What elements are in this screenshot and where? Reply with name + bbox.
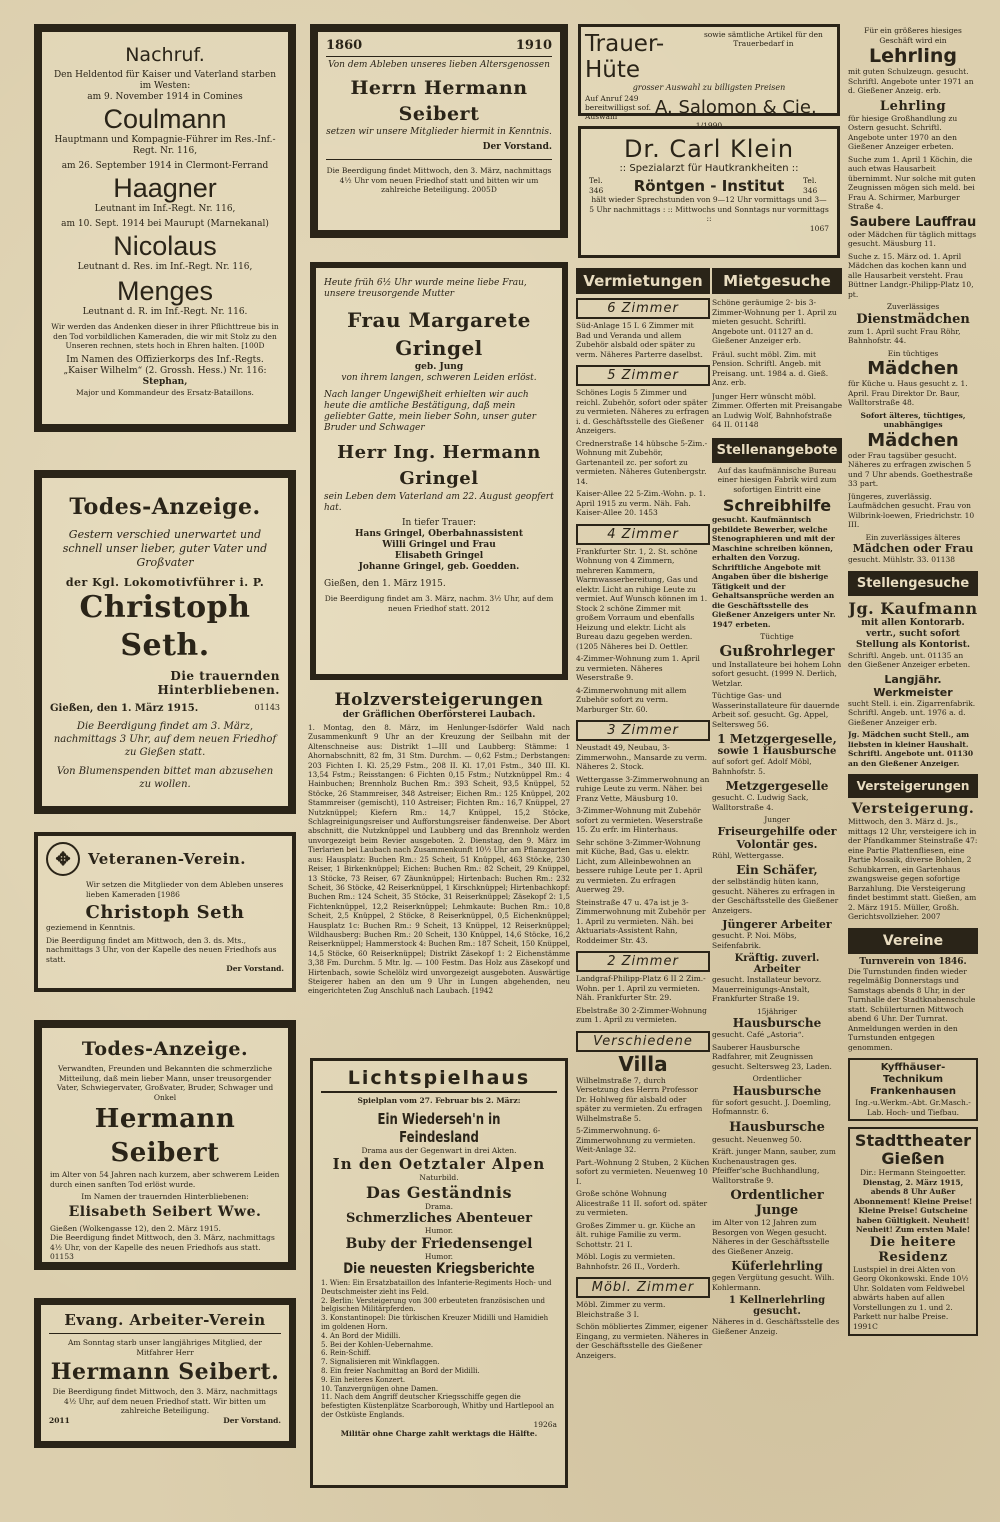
gringel-place-date: Gießen, den 1. März 1915.: [324, 579, 446, 589]
ad-verschiedene-2: 5-Zimmerwohnung. 6-Zimmerwohnung zu vermieten. Weit-Anlage 32.: [576, 1126, 696, 1154]
p1-name: Coulmann: [103, 104, 227, 134]
ad-l6-title: Dienstmädchen: [856, 311, 970, 327]
ad-stellen-5-title: Metzgergeselle: [725, 779, 829, 793]
todes2-for: Im Namen der trauernden Hinterbliebenen:: [81, 1192, 249, 1201]
todes1-funeral: Die Beerdigung findet am 3. März, nachmittags 3 Uhr, auf dem neuen Friedhof zu Gießen statt.: [53, 721, 277, 758]
ad-5-zimmer-b: Crednerstraße 14 hübsche 5-Zim.-Wohnung mit Zubehör, Gartenanteil zc. per sofort zu vermieten. Näheres Gutenbergstr. 14.: [576, 438, 708, 486]
licht-footer: Militär ohne Charge zahlt werktags die Hälfte.: [340, 1429, 538, 1439]
veteranen-notice: [34, 832, 296, 992]
gringel-mourning: In tiefer Trauer:: [402, 518, 476, 528]
ad-stellen-15-title: Ordentlicher Junge: [730, 1188, 824, 1218]
klein-institute: Röntgen - Institut: [633, 176, 785, 195]
section-verschiedene: Verschiedene: [576, 1031, 710, 1052]
seibert-signer: Der Vorstand.: [482, 142, 552, 152]
mourner-2: Willi Gringel und Frau: [382, 540, 496, 550]
ad-5-zimmer-a: Schönes Logis 5 Zimmer und reichl. Zubehör, sofort oder später zu vermieten. Näheres zu erfragen i. d. Geschäftsstelle des Gießener Anzeigers.: [576, 388, 710, 435]
war-report-item: 9. Ein heiteres Konzert.: [321, 1375, 406, 1384]
ad-g1-mid: mit allen Kontorarb. vertr., sucht sofort Stellung als Kontorist.: [855, 617, 971, 650]
ad-stellen-9-body: gesucht. Installateur bevorz. Mauerreinigungs-Anstalt, Frankfurter Straße 19.: [712, 975, 822, 1003]
ad-4-zimmer-c: 4-Zimmerwohnung mit allem Zubehör sofort zu verm. Marburger Str. 60.: [576, 685, 687, 714]
ad-l9: Jüngeres, zuverlässig. Laufmädchen gesucht. Frau von Wilbrink-loewen, Friedrichstr. 10 III.: [848, 491, 975, 529]
ad-3-zimmer-b: Wettergasse 3-Zimmerwohnung an ruhige Leute zu verm. Näher. bei Franz Vette, Mäusburg 10.: [576, 774, 710, 803]
seibert-body: setzen wir unsere Mitglieder hiermit in Kenntnis.: [326, 127, 552, 137]
evang-title: Evang. Arbeiter-Verein: [64, 1311, 266, 1329]
ad-l2-title: Lehrling: [879, 98, 947, 114]
ad-v1-body: Mittwoch, den 3. März d. Js., mittags 12 Uhr, versteigere ich in der Pfandkammer Steinstraße 47: eine Partie Plattenfliesen, eine Partie Mosaik, diverse Bohlen, 2 Schubkarren, ein Gartenhaus zwangsweise gegen sofortige Barzahlung. Die Versteigerung findet bestimmt statt. Gießen, am 2. März 1915. Müller, Großh. Gerichtsvollzieher. 2007: [848, 817, 978, 921]
evang-name: Hermann Seibert.: [50, 1359, 280, 1385]
stadttheater-ad: [848, 1127, 978, 1336]
ad-stellen-10-pre: 15jähriger: [757, 1006, 797, 1016]
war-report-item: 6. Rein-Schiff.: [321, 1349, 371, 1358]
ad-verschiedene-3: Part.-Wohnung 2 Stuben, 2 Küchen sofort zu vermieten. Neuenweg 10 I.: [576, 1157, 710, 1186]
trauer-firm: A. Salomon & Cie.: [655, 97, 817, 118]
todes2-age: im Alter von 54 Jahren nach kurzem, aber schwerem Leiden durch einen sanften Tod erlöst wurde.: [50, 1170, 280, 1189]
gringel-funeral: Die Beerdigung findet am 3. März, nachm. 3½ Uhr, auf dem neuen Friedhof statt. 2012: [324, 594, 554, 613]
mourner-3: Elisabeth Gringel: [394, 551, 484, 561]
p4-name: Menges: [116, 276, 214, 306]
monogram-icon: ✥: [46, 842, 80, 876]
film-5: Buby der Friedensengel: [345, 1235, 533, 1252]
ad-verschiedene-1: Wilhelmstraße 7, durch Versetzung des Herrn Professor Dr. Hohlweg für alsbald oder später zu vermieten. Zu erfragen Wilhelmstraße 5.: [576, 1075, 703, 1123]
versteigerungen-header: Versteigerungen: [848, 774, 978, 798]
ad-miet-3: Junger Herr wünscht möbl. Zimmer. Offerten mit Preisangabe an Ludwig Wolf, Bahnhofstraße 64 II. 01148: [712, 391, 842, 429]
holz-subtitle: der Gräflichen Oberförsterei Laubach.: [342, 710, 536, 720]
mourner-4: Johanne Gringel, geb. Goedden.: [358, 562, 520, 572]
film-4: Schmerzliches Abenteuer: [345, 1211, 533, 1226]
ad-l1-intro: Für ein größeres hiesiges Geschäft wird ein: [864, 26, 962, 45]
veteranen-note: geziemend in Kenntnis.: [46, 923, 136, 932]
ad-l10-body: gesucht. Mühlstr. 33. 01138: [848, 555, 956, 564]
ad-g2-body: sucht Stell. i. ein. Zigarrenfabrik. Schriftl. Angeb. unt. 1976 a. d. Gießener Anzeiger erb.: [848, 698, 976, 727]
ad-stellen-8-body: gesucht. P. Noi. Möbs, Seifenfabrik.: [712, 931, 797, 950]
ad-stellen-2-body: und Installateure bei hohem Lohn sofort gesucht. (1999 N. Derlich, Wetzlar.: [712, 659, 842, 688]
todes1-flowers: Von Blumenspenden bittet man abzusehen zu wollen.: [56, 766, 274, 790]
ad-2-zimmer-b: Ebelstraße 30 2-Zimmer-Wohnung zum 1. April zu vermieten.: [576, 1005, 707, 1024]
mietgesuche-header: Mietgesuche: [712, 268, 842, 294]
section-6-zimmer: 6 Zimmer: [576, 298, 710, 319]
ad-stellen-10-body: gesucht. Café „Astoria“.: [712, 1030, 804, 1039]
nachruf-title: Nachruf.: [125, 44, 205, 66]
ad-moebl-1: Möbl. Zimmer zu verm. Bleichstraße 3 I.: [576, 1300, 666, 1319]
ad-l8-title: Mädchen: [867, 429, 959, 451]
gringel-notice: [310, 262, 568, 680]
todes2-funeral: Die Beerdigung findet Mittwoch, den 3. März, nachmittags 4½ Uhr, von der Kapelle des neuen Friedhofs aus statt. 01153: [50, 1233, 275, 1261]
ad-stellen-9-title: Kräftig. zuverl. Arbeiter: [734, 953, 820, 975]
todes1-title: Todes-Anzeige.: [69, 494, 261, 520]
veteranen-signer: Der Vorstand.: [226, 964, 284, 973]
theater-body: Dienstag, 2. März 1915, abends 8 Uhr Außer Abonnement! Kleine Preise! Kleine Preise! Gutscheine haben Gültigkeit. Neuheit! Neuheit! Zum ersten Male!: [853, 1177, 973, 1234]
evang-body: Am Sonntag starb unser langjähriges Mitglied, der Mitfahrer Herr: [67, 1338, 263, 1357]
war-report-item: 2. Berlin: Versteigerung von 300 erbeuteten französischen und belgischen Militärpferden.: [321, 1296, 545, 1314]
film-3: Das Geständnis: [366, 1182, 512, 1202]
ad-2-zimmer-a: Landgraf-Philipp-Platz 6 II 2 Zim.-Wohn. per 1. April zu vermieten. Näh. Frankfurter Str. 29.: [576, 974, 706, 1002]
kyff-sub: Ing.-u.Werkm.-Abt. Gr.Masch.-Lab. Hoch- und Tiefbau.: [855, 1098, 971, 1117]
kyff-title: Kyffhäuser-Technikum Frankenhausen: [869, 1062, 957, 1097]
p2-name: Haagner: [113, 173, 217, 203]
ad-l7-body: für Küche u. Haus gesucht z. 1. April. Frau Direktor Dr. Baur, Walltorstraße 48.: [848, 379, 968, 407]
ad-g2-title: Langjähr. Werkmeister: [873, 672, 953, 699]
ad-l5: Suche z. 15. März od. 1. April Mädchen das kochen kann und alle Hausarbeit versteht. Frau Büttner Landgr.-Philipp-Platz 10, pt.: [848, 251, 974, 299]
vereine-header: Vereine: [848, 928, 978, 954]
section-moebl-zimmer: Möbl. Zimmer: [576, 1277, 710, 1298]
ad-l8-pre: Sofort älteres, tüchtiges, unabhängiges: [860, 410, 966, 429]
ad-vr1-title: Turnverein von 1846.: [859, 956, 967, 967]
war-report-item: 7. Signalisieren mit Winkflaggen.: [321, 1358, 440, 1367]
ad-stellen-4-mid: sowie 1 Hausbursche: [717, 746, 837, 757]
gringel-body1: von ihrem langen, schweren Leiden erlöst.: [341, 373, 537, 383]
licht-code: 1926a: [533, 1419, 557, 1429]
ad-stellen-7-title: Ein Schäfer,: [736, 863, 818, 877]
todes2-place-date: Gießen (Wolkengasse 12), den 2. März 1915.: [50, 1223, 221, 1233]
trauer-line2: grosser Auswahl zu billigsten Preisen: [632, 83, 786, 92]
ad-5-zimmer-c: Kaiser-Allee 22 5-Zim.-Wohn. p. 1. April 1915 zu verm. Näh. Fah. Kaiser-Allee 20. 1453: [576, 489, 706, 517]
film-2-sub: Naturbild.: [419, 1173, 459, 1182]
ad-l10-pre: Ein zuverlässiges älteres: [865, 532, 961, 542]
film-2: In den Oetztaler Alpen: [332, 1155, 546, 1173]
ad-miet-1: Schöne geräumige 2- bis 3-Zimmer-Wohnung per 1. April zu mieten gesucht. Schriftl. Angebote unt. 01127 an d. Gießener Anzeiger erb.: [712, 298, 837, 345]
ad-stellen-7-body: der selbständig hüten kann, gesucht. Näheres zu erfragen in der Geschäftsstelle des Gießener Anzeigers.: [712, 877, 839, 915]
section-4-zimmer: 4 Zimmer: [576, 524, 710, 545]
ad-l1-title: Lehrling: [868, 45, 958, 67]
gringel-body2: Nach langer Ungewißheit erhielten wir auch heute die amtliche Bestätigung, daß mein geliebter Gatte, mein lieber Sohn, unser guter Bruder und Schwager: [324, 390, 537, 433]
nachruf-intro: Den Heldentod für Kaiser und Vaterland starben im Westen:: [53, 70, 277, 91]
ad-l4-body: oder Mädchen für täglich mittags gesucht. Mäusburg 11.: [848, 229, 977, 248]
p3-date: am 10. Sept. 1914 bei Maurupt (Marnekanal): [61, 219, 269, 229]
theater-title: Stadttheater Gießen: [854, 1131, 972, 1168]
klein-specialty: :: Spezialarzt für Hautkrankheiten ::: [619, 163, 799, 174]
evang-arbeiter-notice: [34, 1298, 296, 1448]
klein-code: 1067: [809, 223, 829, 233]
evang-footer: 2011 Der Vorstand.: [49, 1415, 281, 1425]
film-1: Ein Wiederseh'n in Feindesland: [377, 1109, 501, 1146]
trauer-right: sowie sämtliche Artikel für den Trauerbedarf in: [703, 30, 823, 48]
seibert-name: Herrn Hermann Seibert: [350, 77, 528, 125]
war-report-item: 8. Ein freier Nachmittag an Bord der Midilli.: [321, 1366, 480, 1375]
p4-rank: Leutnant d. R. im Inf.-Regt. Nr. 116.: [82, 307, 248, 317]
todes2-title: Todes-Anzeige.: [81, 1038, 249, 1060]
trauer-title: Trauer-Hüte: [585, 31, 665, 83]
p3-rank: Leutnant d. Res. im Inf.-Regt. Nr. 116,: [77, 262, 253, 272]
ad-stellen-6-pre: Junger: [764, 815, 790, 824]
holz-title: Holzversteigerungen: [334, 690, 544, 710]
ad-l6-pre: Zuverlässiges: [886, 302, 940, 311]
ad-l2-body: für hiesige Großhandlung zu Ostern gesucht. Schriftl. Angebote unter 1970 an den Gießener Anzeiger erbeten.: [848, 113, 958, 151]
ad-stellen-8-title: Jüngerer Arbeiter: [722, 918, 832, 931]
seibert-intro: Von dem Ableben unseres lieben Altersgenossen: [328, 60, 550, 70]
ad-stellen-5-body: gesucht. C. Ludwig Sack, Walltorstraße 4.: [712, 793, 809, 812]
evang-funeral: Die Beerdigung findet Mittwoch, den 3. März, nachmittags 4½ Uhr, auf dem neuen Friedhof statt. Wir bitten um zahlreiche Beteiligung.: [52, 1387, 278, 1415]
war-report-item: 1. Wien: Ein Ersatzbataillon des Infanterie-Regiments Hoch- und Deutschmeister zieht ins Feld.: [321, 1279, 552, 1296]
ad-stellen-1-body: gesucht. Kaufmännisch gebildete Bewerber, welche Stenographieren und mit der Maschine schreiben können, erhalten den Vorzug. Schriftliche Angebote mit Angaben über die bisherige Tätigkeit und der Gehaltsansprüche werden an die Geschäftsstelle des Gießener Anzeigers unter Nr. 1947 erbeten.: [712, 515, 836, 629]
vermietungen-column: [576, 268, 710, 1490]
licht-title: Lichtspielhaus: [321, 1067, 557, 1093]
section-3-zimmer: 3 Zimmer: [576, 720, 710, 741]
ad-stellen-16-body: gegen Vergütung gesucht. Wilh. Kohlermann.: [712, 1273, 835, 1292]
ad-stellen-16-title: Küferlehrling: [731, 1259, 823, 1273]
section-2-zimmer: 2 Zimmer: [576, 951, 710, 972]
ad-vr1-body: Die Turnstunden finden wieder regelmäßig Donnerstags und Samstags abends 8 Uhr, in der Turnhalle der Stadtknabenschule statt. Schülerturnen Mittwoch abend 6 Uhr. Der Turnrat. Anmeldungen werden in den Turnstunden entgegen genommen.: [848, 966, 976, 1052]
ad-stellen-12-pre: Ordentlicher: [752, 1074, 802, 1083]
ad-stellen-13-title: Hausbursche: [729, 1119, 825, 1135]
gringel-nee: geb. Jung: [414, 362, 464, 372]
holz-text: 1. Montag, den 8. März, im Henlunger-Isdörfer Wald nach Zusammenkunft 9 Uhr an der Kreuzung der Seilbahn mit der Altenschneise aus: Distrikt 1—III und Laubberg: Stämme: 1 Ahornabschnitt, 82 fm, 31 Stm. Durchm. — 0,62 Fstm.; Derbstangen: 203 Fichten I. Kl. 25,29 Fstm., 208 II. Kl. 17,01 Fstm., 340 III. Kl. 13,54 Fstm.; Reisstangen: 6 Fichten 0,15 Fstm.; Nutzknüppel Rm.: 4 Hainbuchen; Brennholz Buchen Rm.: 393 Scheit, 93,5 Knüppel, 52 Stöcke, 26 Stammreiser, 348 Astreiser; Eichen Rm.: 125 Knüppel, 202 Stammreiser (gemischt), 110 Astreiser; Fichten Rm.: 16,7 Knüppel, 27 Nutzknüppel; Kiefern Rm.: 14,7 Knüppel, 15,2 Stöcke, Schlagreinigungsreiser und Aufforstungsreiser fändenweise. Der Abort abschnitt, die Nutzknüppel und Laubberg und das Brennholz werden unvorgezeigt beim Revier ausgeboten. 2. Dienstag, den 9. März im Tierlarien bei Laubach nach Zusammenkunft 10½ Uhr am Pflanzgarten aus: Hausplatz: Buchen Rm.: 25 Scheit, 51 Knüppel, 463 Stöcke, 230 Reiser, 1 Birkenknüppel; Eichen: Buchen Rm.: 82 Scheit, 29 Knüppel, 13 Stöcke, 73 Reiser, 67 Zäunknüppel; Hirtenbach: Buchen Rm.: 232 Scheit, 36 Stöcke, 42 Reiserknüppel, 1 Kirschknüppel; Hirtenbachkopf: Buchen Rm.: 124 Scheit, 35 Stöcke, 31 Reiserknüppel; Zäsekopf 2: 1,5 Fichtenknüppel, 12,2 Reiserknüppel; Lehmkaute: Buchen Rm.: 10,8 Scheit, 2,5 Knüppel, 2 Stöcke, 8 Reiserknüppel, 0,5 Eichenknüppel; Hausplatz 1c: Buchen Rm.: 9 Scheit, 13 Knüppel, 12 Reiserknüppel; Wildhausberg: Buchen Rm.: 20 Scheit, 130 Knüppel, 14,6 Stöcke, 16,2 Reiserknüppel; Hammerstock 4: Buchen Rm.: 187 Scheit, 150 Knüppel, 14,5 Stöcke, 60 Reiserknüppel; Distrikt Zäsekopf 1: 2 Eichenstämme 3,38 Fm. Durchm. 5 Mtr. lg. — 100 Festm. Das Holz aus Zäsekopf und Hirtenbach, sowie Schelölz wird unvorgezeigt ausgeboten. Auswärtige Steigerer haben an den um 9 Uhr in Lungen abgehenden, neu eingerichteten Zug Anschluß nach Laubach. [1942: [308, 723, 570, 996]
ad-stellen-4-title: 1 Metzgergeselle,: [717, 732, 837, 746]
veteranen-funeral: Die Beerdigung findet am Mittwoch, den 3. ds. Mts., nachmittags 3 Uhr, von der Kapelle des neuen Friedhofs aus statt.: [46, 935, 277, 964]
veteranen-title: Veteranen-Verein.: [88, 850, 246, 868]
film-1-sub: Drama aus der Gegenwart in drei Akten.: [361, 1145, 517, 1155]
todes1-role: der Kgl. Lokomotivführer i. P.: [65, 576, 265, 589]
gringel-body3: sein Leben dem Vaterland am 22. August geopfert hat.: [324, 492, 554, 513]
ad-g1-body: Schriftl. Angeb. unt. 01135 an den Gießener Anzeiger erbeten.: [848, 650, 971, 669]
tel-right: Tel. 346: [802, 176, 818, 195]
war-report-item: 5. Bei der Kohlen-Uebernahme.: [321, 1340, 434, 1349]
nachruf-notice: [34, 24, 296, 432]
lichtspielhaus-ad: [310, 1058, 568, 1488]
trauer-huete-ad: [578, 24, 840, 130]
ad-4-zimmer-a: Frankfurter Str. 1, 2. St. schöne Wohnung von 4 Zimmern, mehreren Kammern, Warmwasserbereitung, Gas und elektr. Licht an ruhige Leute zu vermiet. Auf Wunsch können im 1. Stock 2 schöne Zimmer mit großem Vorraum und ebenfalls Heizung und elektr. Licht als Bureau dazu gegeben werden. (1205 Näheres bei D. Oettler.: [576, 546, 708, 651]
war-report-item: 4. An Bord der Midilli.: [321, 1331, 401, 1340]
ad-v1-title: Versteigerung.: [851, 801, 975, 817]
ad-stellen-6-body: Rühl, Wettergasse.: [712, 850, 784, 860]
stellengesuche-header: Stellengesuche: [848, 571, 978, 596]
ad-miet-2: Fräul. sucht möbl. Zim. mit Pension. Schriftl. Angeb. mit Preisang. unt. 1984 a. d. Gieß. Anz. erb.: [712, 349, 829, 387]
klein-name: Dr. Carl Klein: [623, 135, 795, 163]
theater-dir: Dir.: Hermann Steingoetter.: [860, 1168, 966, 1177]
ad-stellen-1-title: Schreibhilfe: [722, 496, 832, 515]
section-5-zimmer: 5 Zimmer: [576, 365, 710, 386]
villa-heading: Villa: [618, 1051, 668, 1076]
ad-stellen-2-title: Gußrohrleger: [719, 641, 835, 660]
ad-moebl-2: Schön möbliertes Zimmer, eigener Eingang, zu vermieten. Näheres in der Geschäftsstelle des Gießener Anzeigers.: [576, 1322, 709, 1360]
ad-stellen-4-body: auf sofort gef. Adolf Möbl, Bahnhofstr. 5.: [712, 757, 812, 776]
todes1-place-date: Gießen, den 1. März 1915. 01143: [50, 703, 280, 714]
ad-stellen-17-body: Näheres in d. Geschäftsstelle des Gießener Anzeig.: [712, 1317, 840, 1336]
ad-l8-body: oder Frau tagsüber gesucht. Näheres zu erfragen zwischen 5 und 7 Uhr abends. Goethestraße 33 part.: [848, 450, 973, 488]
p2-date: am 26. September 1914 in Clermont-Ferrand: [61, 161, 269, 171]
mietgesuche-column: [712, 268, 842, 1490]
ad-stellen-2-pre: Tüchtige: [760, 632, 794, 641]
ad-g3: Jg. Mädchen sucht Stell., am liebsten in kleiner Haushalt. Schriftl. Angebote unt. 01130 an den Gießener Anzeiger.: [848, 730, 974, 768]
todes-anzeige-seibert: [34, 1020, 296, 1270]
ad-stellen-12-body: für sofort gesucht. J. Doemling, Hofmannstr. 6.: [712, 1097, 832, 1116]
todes1-name: Christoph Seth.: [79, 590, 251, 663]
nachruf-signoff: Im Namen des Offizierkorps des Inf.-Regts. „Kaiser Wilhelm“ (2. Grossh. Hess.) Nr. 116:: [63, 354, 267, 376]
war-report-item: 3. Konstantinopel: Die türkischen Kreuzer Midilli und Hamidieh im goldenen Horn.: [321, 1314, 549, 1331]
vermietungen-header: Vermietungen: [576, 268, 710, 294]
film-4-sub: Humor.: [424, 1226, 454, 1235]
p2-rank: Leutnant im Inf.-Regt. Nr. 116,: [94, 204, 236, 214]
holzversteigerung-ad: [308, 690, 570, 1050]
ad-verschiedene-4: Große schöne Wohnung Alicestraße 11 II. sofort od. später zu vermieten.: [576, 1189, 708, 1217]
ad-stellen-6-title: Friseurgehilfe oder Volontär ges.: [717, 824, 837, 851]
todes2-name: Hermann Seibert: [94, 1104, 236, 1168]
ad-l7-pre: Ein tüchtiges: [887, 348, 939, 358]
todes2-widow: Elisabeth Seibert Wwe.: [68, 1203, 262, 1220]
seibert-notice: [310, 24, 568, 238]
ad-stellen-15-body: im Alter von 12 Jahren zum Besorgen von Wegen gesucht. Näheres in der Geschäftsstelle des Gießener Anzeig.: [712, 1218, 830, 1256]
theater-tail: Lustspiel in drei Akten von Georg Okonkowski. Ende 10½ Uhr. Soldaten vom Feldwebel abwärts haben auf allen Vorstellungen zu 1. und 2. Parkett nur halbe Preise. 1991C: [853, 1264, 969, 1331]
gringel-intro: Heute früh 6½ Uhr wurde meine liebe Frau, unsere treusorgende Mutter: [324, 278, 527, 299]
ad-stellen-17-title: 1 Kellnerlehrling gesucht.: [728, 1295, 826, 1317]
ad-g1-title: Jg. Kaufmann: [848, 598, 978, 618]
nachruf-signer-title: Major und Kommandeur des Ersatz-Bataillons.: [76, 387, 254, 397]
ad-3-zimmer-e: Steinstraße 47 u. 47a ist je 3-Zimmerwohnung mit Zubehör per 1. April zu vermieten. Näh. bei Aktuariats-Assistent Rahn, Roddeimer Str. 43.: [576, 897, 706, 945]
ad-stellen-14: Kräft. junger Mann, sauber, zum Kuchenaustragen ges. Pfeiffer'sche Buchhandlung, Walltorstraße 9.: [712, 1147, 836, 1185]
ad-l1-body: mit guten Schulzeugn. gesucht. Schriftl. Angebote unter 1971 an d. Gießener Anzeig. erb.: [848, 67, 974, 95]
ad-stellen-12-title: Hausbursche: [732, 1083, 822, 1098]
ad-6-zimmer: Süd-Anlage 15 I. 6 Zimmer mit Bad und Veranda und allem Zubehör alsbald oder später zu verm. Näheres Parterre daselbst.: [576, 321, 703, 359]
ad-l7-title: Mädchen: [867, 358, 959, 379]
veteranen-name: Christoph Seth: [85, 902, 245, 923]
war-report-item: 11. Nach dem Angriff deutscher Kriegsschiffe gegen die befestigten Küstenplätze Scarborough, Whitby und Hartlepool an der Ostküste Englands.: [321, 1393, 555, 1419]
gringel-name2: Herr Ing. Hermann Gringel: [337, 442, 541, 489]
p1-date: am 9. November 1914 in Comines: [87, 92, 243, 102]
p3-name: Nicolaus: [113, 231, 217, 261]
year-row: 1860 1910: [326, 38, 552, 53]
nachruf-body: Wir werden das Andenken dieser in ihrer Pflichttreue bis in den Tod vorbildlichen Kameraden, die wir mit Stolz zu den Unseren rechnen, stets hoch in Ehren halten. [100D: [51, 322, 279, 350]
klein-hours: hält wieder Sprechstunden von 9—12 Uhr vormittags und 3—5 Uhr nachmittags : :: Mittwochs und Sonntags nur vormittags ::: [589, 195, 829, 223]
film-3-sub: Drama.: [424, 1201, 454, 1211]
gringel-name: Frau Margarete Gringel: [347, 308, 531, 360]
stellenangebote-header: Stellenangebote: [712, 438, 842, 463]
todes2-body: Verwandten, Freunden und Bekannten die schmerzliche Mitteilung, daß mein lieber Mann, unser treusorgender Vater, Schwiegervater, Großvater, Bruder, Schwager und Onkel: [56, 1064, 274, 1102]
ad-verschiedene-5: Großes Zimmer u. gr. Küche an ält. ruhige Familie zu verm. Schottstr. 21 I.: [576, 1220, 696, 1249]
ad-stellen-11: Sauberer Hausbursche Radfahrer, mit Zeugnissen gesucht. Seltersweg 23, Laden.: [712, 1042, 832, 1071]
mourner-1: Hans Gringel, Oberbahnassistent: [354, 529, 524, 539]
ad-l4-title: Saubere Lauffrau: [849, 214, 977, 230]
ad-4-zimmer-b: 4-Zimmer-Wohnung zum 1. April zu vermieten. Näheres Weserstraße 9.: [576, 654, 700, 682]
tel-left: Tel. 346: [589, 176, 604, 195]
todes1-body: Gestern verschied unerwartet und schnell unser lieber, guter Vater und Großvater: [62, 528, 268, 569]
ad-stellen-13-body: gesucht. Neuenweg 50.: [712, 1134, 802, 1144]
licht-schedule: Spielplan vom 27. Februar bis 2. März:: [357, 1096, 521, 1105]
ad-3-zimmer-d: Sehr schöne 3-Zimmer-Wohnung mit Küche, Bad, Gas u. elektr. Licht, zum Alleinbewohnen an bessere ruhige Leute per 1. April zu vermieten. Zu erfragen Auerweg 29.: [576, 837, 703, 894]
film-5-sub: Humor.: [424, 1251, 454, 1261]
trauer-code: 1/1990: [695, 121, 723, 130]
nachruf-signer: Stephan,: [142, 376, 188, 387]
ad-3-zimmer-a: Neustadt 49, Neubau, 3-Zimmerwohn., Mansarde zu verm. Näheres 2. Stock.: [576, 743, 708, 771]
kyffhaeuser-ad: [848, 1058, 978, 1121]
todes-anzeige-seth: [34, 470, 296, 814]
ad-stellen-1-intro: Auf das kaufmännische Bureau einer hiesigen Fabrik wird zum sofortigen Eintritt eine: [717, 465, 837, 494]
kleinanzeigen-column: [848, 26, 978, 1490]
ad-stellen-3: Tüchtige Gas- und Wasserinstallateure für dauernde Arbeit sof. gesucht. Gg. Appel, Seltersweg 56.: [712, 691, 840, 729]
ad-stellen-10-title: Hausbursche: [732, 1016, 822, 1030]
veteranen-body: Wir setzen die Mitglieder von dem Ableben unseres lieben Kameraden [1986: [86, 880, 284, 899]
ad-l3: Suche zum 1. April 1 Köchin, die auch etwas Hausarbeit übernimmt. Nur solche mit guten Zeugnissen mögen sich meld. bei Frau A. Schirmer, Marburger Straße 4.: [848, 154, 976, 211]
seibert-funeral: Die Beerdigung findet Mittwoch, den 3. März, nachmittags 4½ Uhr vom neuen Friedhof statt und bitten wir um zahlreiche Beteiligung. 2005D: [326, 166, 552, 194]
ad-verschiedene-6: Möbl. Logis zu vermieten. Bahnhofstr. 26 II., Vorderh.: [576, 1252, 681, 1271]
theater-play: Die heitere Residenz: [869, 1234, 957, 1265]
war-report-list: [321, 1279, 557, 1420]
dr-klein-ad: [578, 126, 840, 258]
ad-3-zimmer-c: 3-Zimmer-Wohnung mit Zubehör sofort zu vermieten. Weserstraße 15. Zu erfr. im Hinterhaus.: [576, 806, 703, 834]
film-6: Die neuesten Kriegsberichte: [343, 1261, 535, 1277]
trauer-left: Auf Anruf 249 bereitwilligst sof. Auswahl: [585, 94, 651, 121]
war-report-item: 10. Tanzvergnügen ohne Damen.: [321, 1384, 439, 1393]
ad-l10-title: Mädchen oder Frau: [852, 542, 974, 555]
ad-l6-body: zum 1. April sucht Frau Röhr, Bahnhofstr. 44.: [848, 326, 961, 345]
todes1-mourners: Die trauernden Hinterbliebenen.: [157, 669, 280, 697]
p1-rank: Hauptmann und Kompagnie-Führer im Res.-Inf.-Regt. Nr. 116,: [54, 135, 276, 156]
